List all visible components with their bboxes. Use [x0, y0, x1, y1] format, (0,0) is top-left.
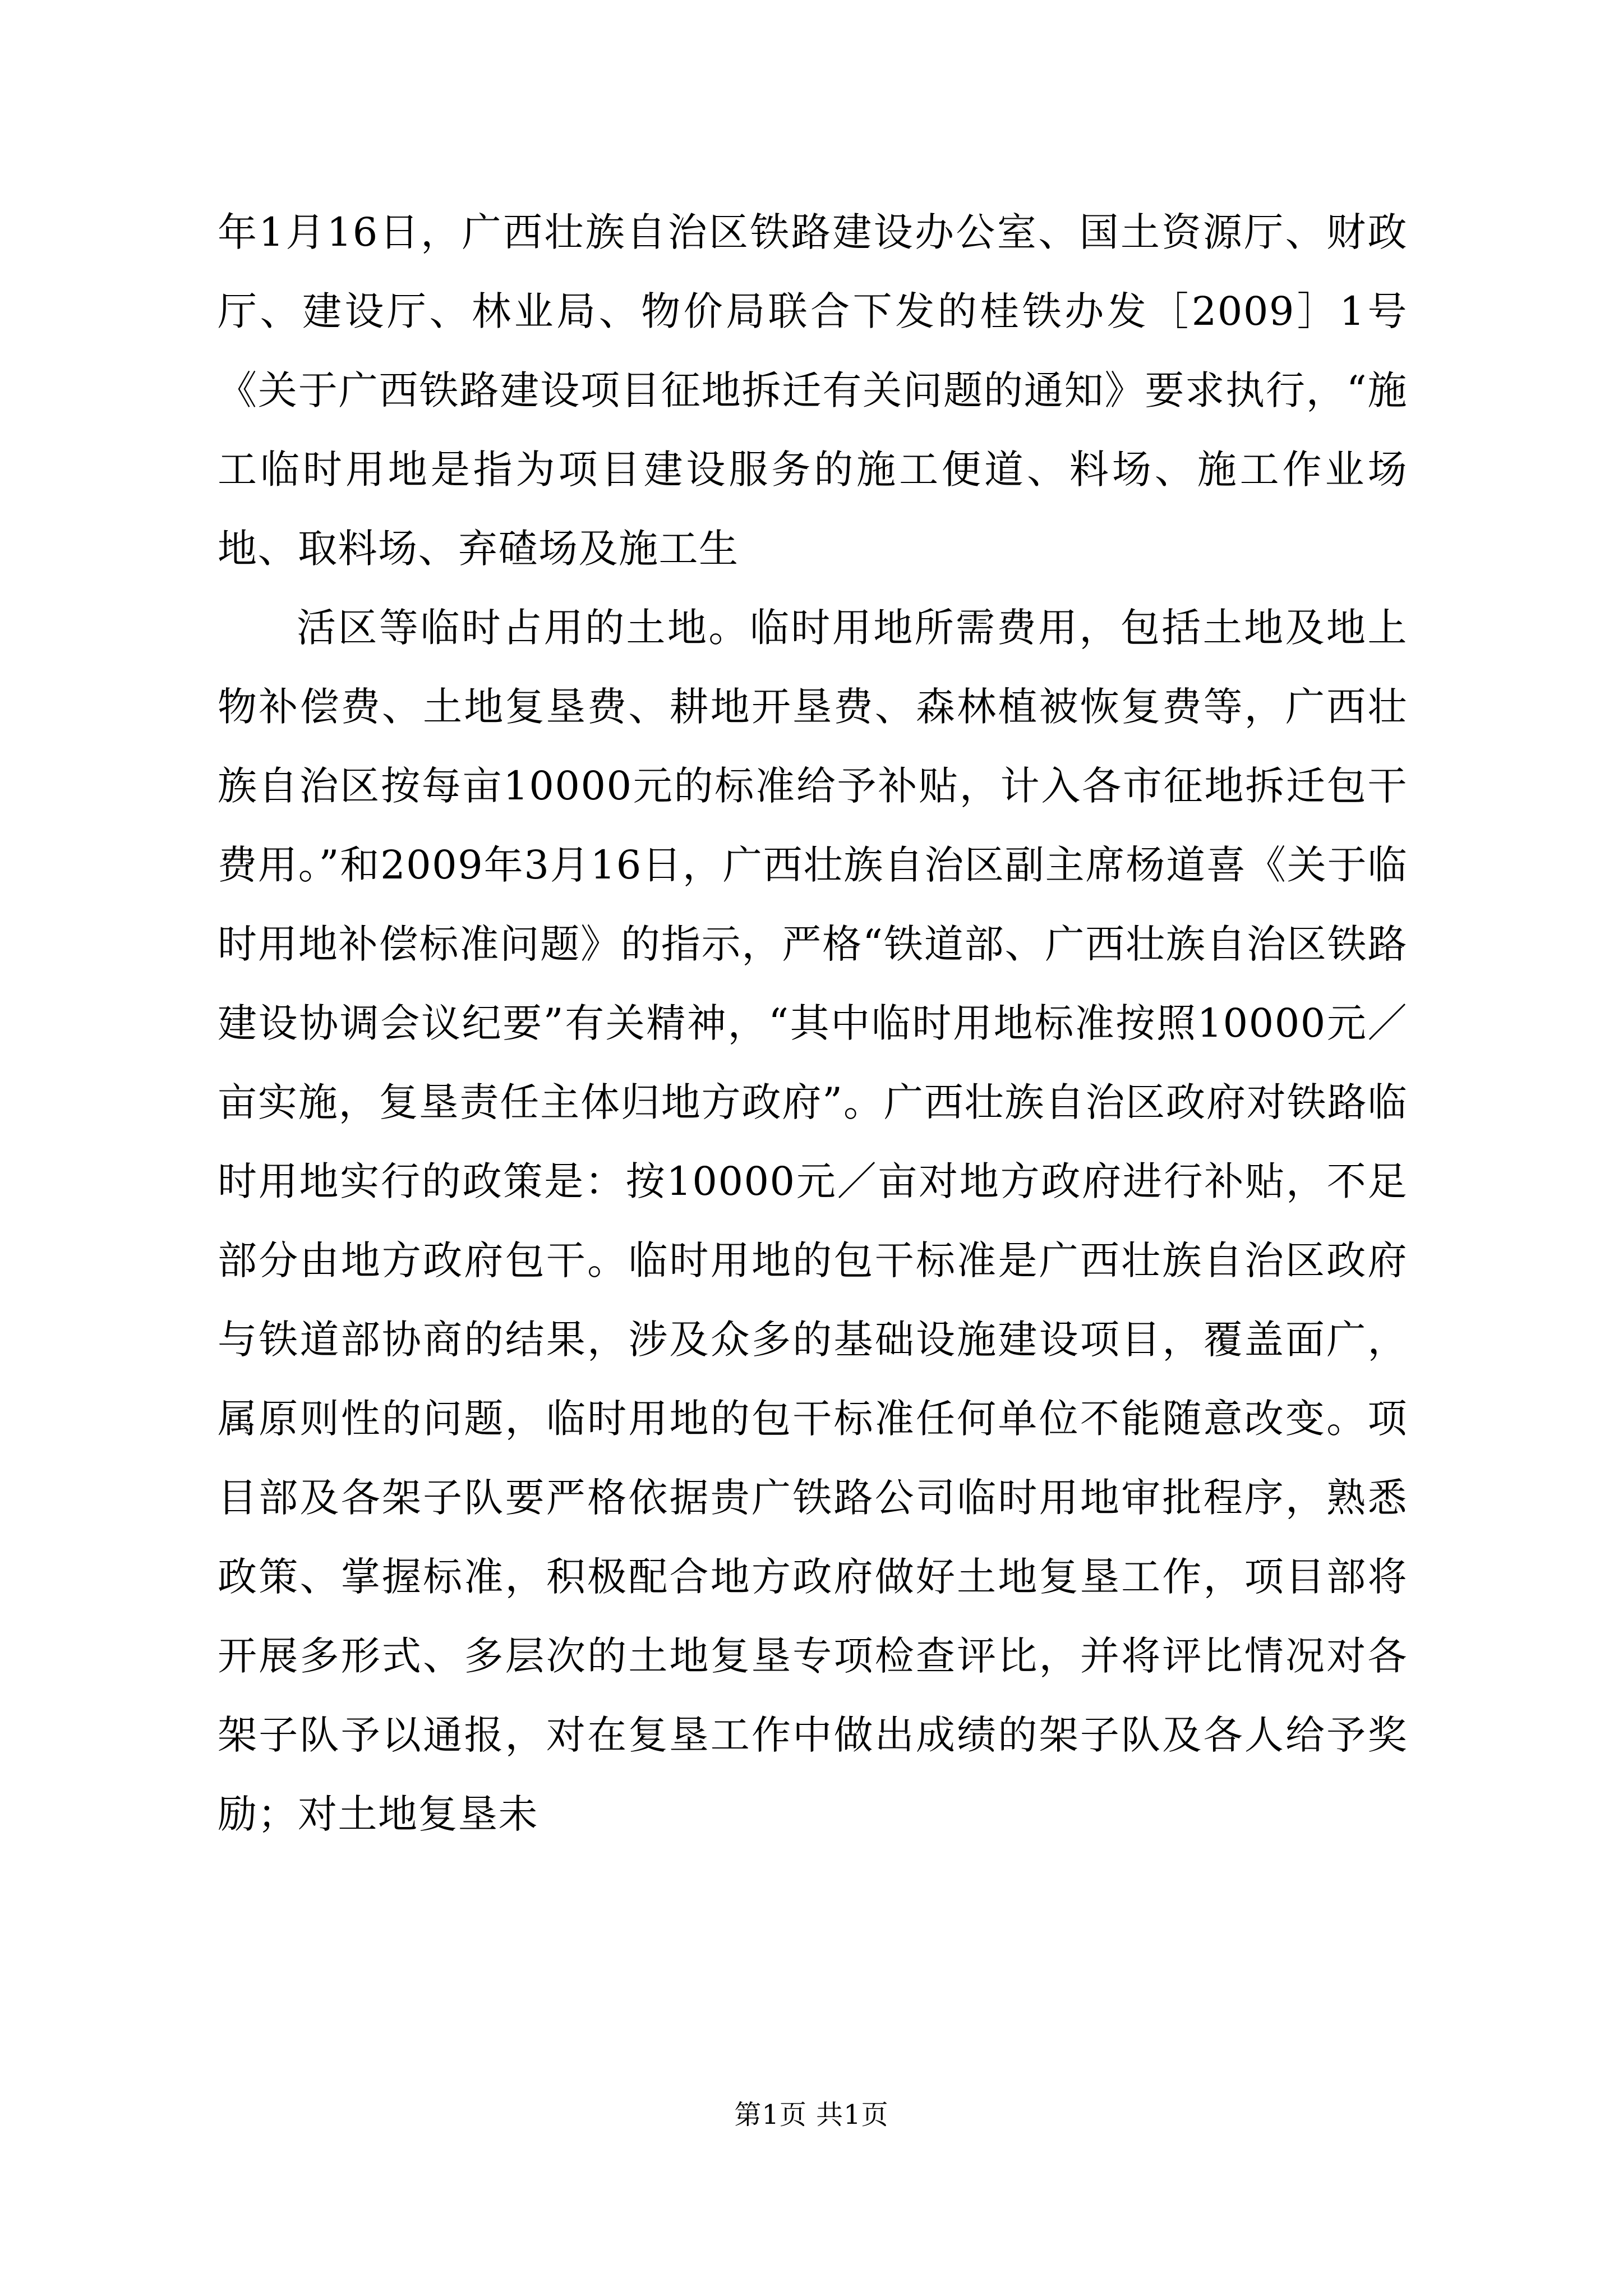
page-number-footer: 第1页 共1页	[734, 2099, 889, 2131]
paragraph-1: 年1月16日，广西壮族自治区铁路建设办公室、国土资源厅、财政厅、建设厅、林业局、物价局联合下发的桂铁办发［2009］1号《关于广西铁路建设项目征地拆迁有关问题的通知》要求执行，“施工临时用地是指为项目建设服务的施工便道、料场、施工作业场地、取料场、弃碴场及施工生	[218, 209, 1408, 572]
document-body	[218, 193, 1408, 1854]
paragraph-2: 活区等临时占用的土地。临时用地所需费用，包括土地及地上物补偿费、土地复垦费、耕地开垦费、森林植被恢复费等，广西壮族自治区按每亩10000元的标准给予补贴，计入各市征地拆迁包干费用。”和2009年3月16日，广西壮族自治区副主席杨道喜《关于临时用地补偿标准问题》的指示，严格“铁道部、广西壮族自治区铁路建设协调会议纪要”有关精神，“其中临时用地标准按照10000元／亩实施，复垦责任主体归地方政府”。广西壮族自治区政府对铁路临时用地实行的政策是：按10000元／亩对地方政府进行补贴，不足部分由地方政府包干。临时用地的包干标准是广西壮族自治区政府与铁道部协商的结果，涉及众多的基础设施建设项目，覆盖面广，属原则性的问题，临时用地的包干标准任何单位不能随意改变。项目部及各架子队要严格依据贵广铁路公司临时用地审批程序，熟悉政策、掌握标准，积极配合地方政府做好土地复垦工作，项目部将开展多形式、多层次的土地复垦专项检查评比，并将评比情况对各架子队予以通报，对在复垦工作中做出成绩的架子队及各人给予奖励；对土地复垦未	[218, 605, 1408, 1837]
